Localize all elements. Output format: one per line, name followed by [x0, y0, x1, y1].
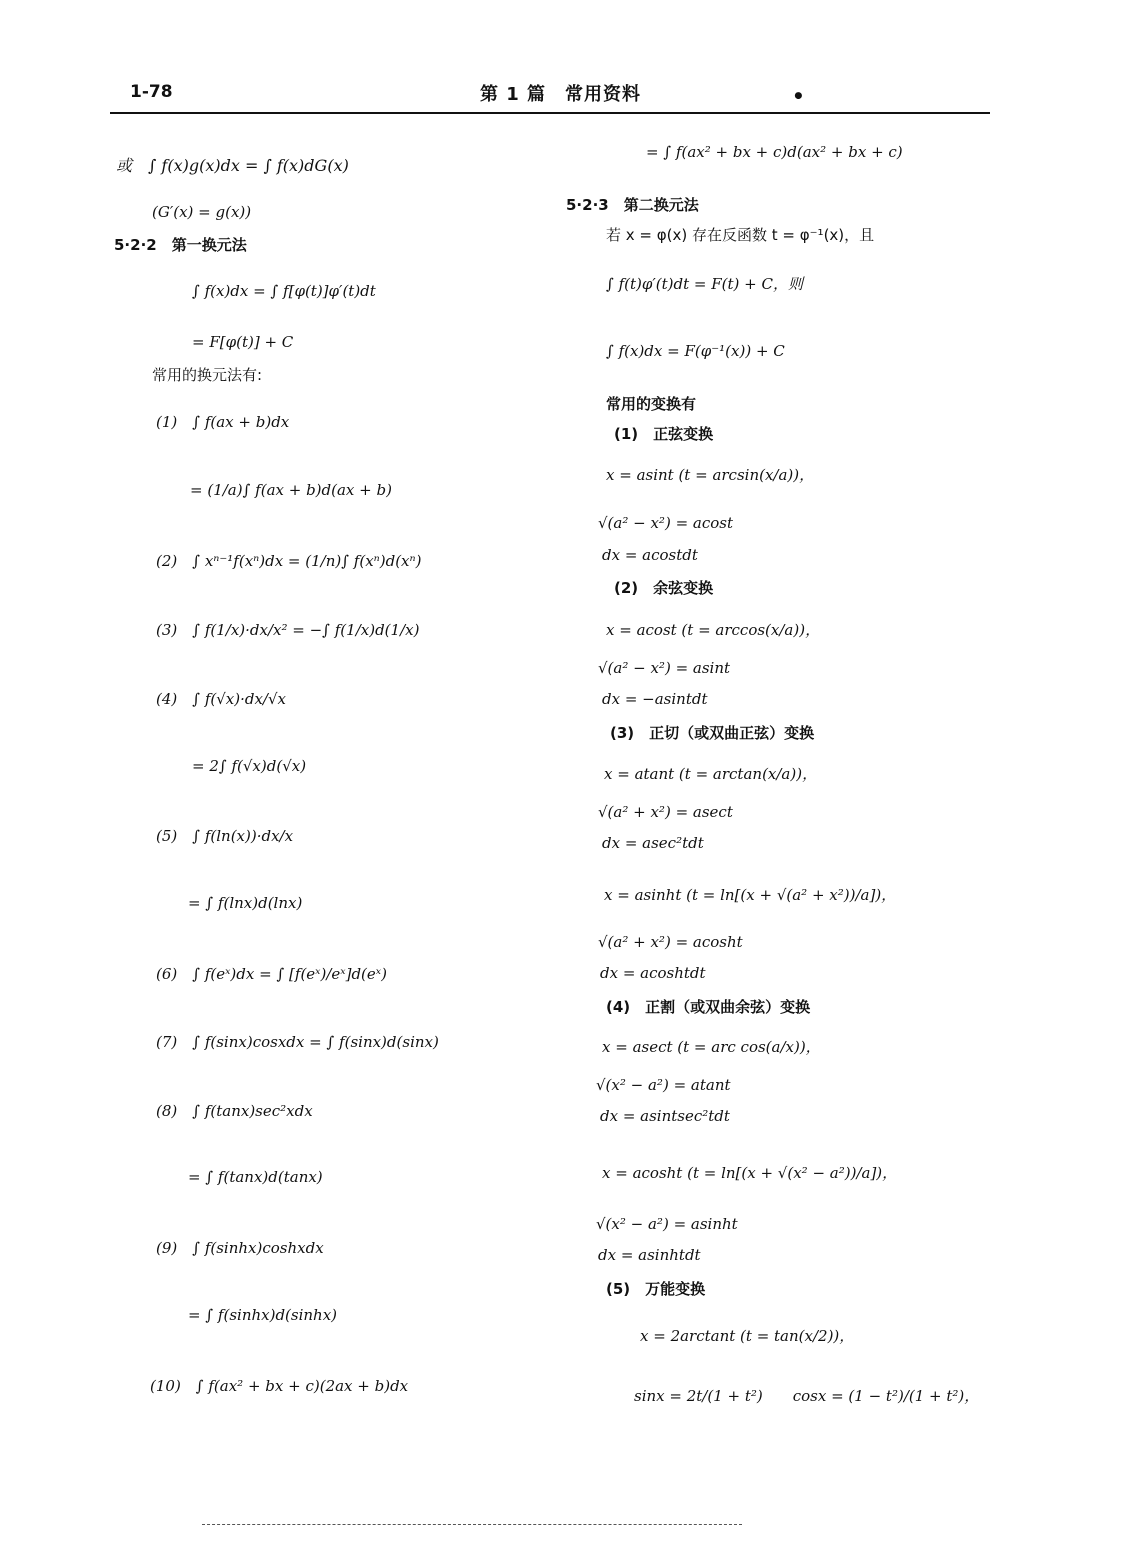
formula-item-1-result: = (1/a)∫ f(ax + b)d(ax + b)	[190, 481, 392, 499]
formula-item-9: (9) ∫ f(sinhx)coshxdx	[156, 1239, 324, 1257]
formula-sine-root: √(a² − x²) = acost	[598, 514, 733, 532]
formula-secant-root: √(x² − a²) = atant	[596, 1076, 731, 1094]
formula-item-5: (5) ∫ f(ln(x))·dx/x	[156, 827, 294, 845]
formula-integration-by-parts-dg: 或 ∫ f(x)g(x)dx = ∫ f(x)dG(x)	[116, 156, 349, 175]
formula-cosine-substitution: x = acost (t = arccos(x/a))，	[606, 621, 821, 639]
formula-cosh-dx: dx = asinhtdt	[598, 1246, 701, 1264]
formula-sinh-root: √(a² + x²) = acosht	[598, 933, 743, 951]
formula-universal-substitution: x = 2arctant (t = tan(x/2))，	[640, 1327, 855, 1345]
inverse-function-condition: 若 x = φ(x) 存在反函数 t = φ⁻¹(x)，且	[606, 226, 875, 244]
section-heading-5-2-2: 5·2·2 第一换元法	[114, 236, 247, 254]
formula-item-9-result: = ∫ f(sinhx)d(sinhx)	[188, 1306, 338, 1324]
formula-item-7: (7) ∫ f(sinx)cosxdx = ∫ f(sinx)d(sinx)	[156, 1033, 439, 1051]
formula-second-substitution-result: ∫ f(x)dx = F(φ⁻¹(x)) + C	[606, 342, 785, 360]
formula-item-6: (6) ∫ f(eˣ)dx = ∫ [f(eˣ)/eˣ]d(eˣ)	[156, 965, 387, 983]
formula-second-substitution-premise: ∫ f(t)φ′(t)dt = F(t) + C，则	[606, 275, 803, 293]
formula-item-10: (10) ∫ f(ax² + bx + c)(2ax + b)dx	[150, 1377, 409, 1395]
formula-first-substitution: ∫ f(x)dx = ∫ f[φ(t)]φ′(t)dt	[192, 282, 376, 300]
formula-item-3: (3) ∫ f(1/x)·dx/x² = −∫ f(1/x)d(1/x)	[156, 621, 420, 639]
common-transforms-intro: 常用的变换有	[606, 395, 697, 413]
formula-item-1: (1) ∫ f(ax + b)dx	[156, 413, 290, 431]
formula-first-substitution-result: = F[φ(t)] + C	[192, 333, 294, 351]
formula-item-4: (4) ∫ f(√x)·dx/√x	[156, 690, 287, 708]
formula-secant-substitution: x = asect (t = arc cos(a/x))，	[602, 1038, 821, 1056]
formula-g-prime-condition: (G′(x) = g(x))	[152, 203, 252, 221]
formula-sinh-dx: dx = acoshtdt	[600, 964, 706, 982]
formula-tangent-root: √(a² + x²) = asect	[598, 803, 733, 821]
formula-sine-dx: dx = acostdt	[602, 546, 698, 564]
formula-secant-dx: dx = asintsec²tdt	[600, 1107, 730, 1125]
formula-cosine-root: √(a² − x²) = asint	[598, 659, 731, 677]
chapter-title: 第 1 篇 常用资料	[480, 84, 642, 105]
subheading-tangent-transform: (3) 正切（或双曲正弦）变换	[610, 724, 815, 742]
formula-cosine-dx: dx = −asintdt	[602, 690, 708, 708]
formula-item-5-result: = ∫ f(lnx)d(lnx)	[188, 894, 303, 912]
common-substitutions-intro: 常用的换元法有:	[152, 366, 263, 384]
formula-item-8-result: = ∫ f(tanx)d(tanx)	[188, 1168, 323, 1186]
page-number: 1-78	[130, 82, 173, 102]
subheading-sine-transform: (1) 正弦变换	[614, 425, 714, 443]
formula-tangent-substitution: x = atant (t = arctan(x/a))，	[604, 765, 818, 783]
section-heading-5-2-3: 5·2·3 第二换元法	[566, 196, 699, 214]
formula-item-10-result: = ∫ f(ax² + bx + c)d(ax² + bx + c)	[646, 143, 903, 161]
formula-item-2: (2) ∫ xⁿ⁻¹f(xⁿ)dx = (1/n)∫ f(xⁿ)d(xⁿ)	[156, 552, 422, 570]
formula-sinh-substitution: x = asinht (t = ln[(x + √(a² + x²))/a])，	[604, 886, 897, 904]
formula-item-8: (8) ∫ f(tanx)sec²xdx	[156, 1102, 313, 1120]
subheading-universal-transform: (5) 万能变换	[606, 1280, 706, 1298]
subheading-secant-transform: (4) 正割（或双曲余弦）变换	[606, 998, 811, 1016]
formula-cosh-substitution: x = acosht (t = ln[(x + √(x² − a²))/a])，	[602, 1164, 898, 1182]
formula-cosh-root: √(x² − a²) = asinht	[596, 1215, 738, 1233]
formula-sine-substitution: x = asint (t = arcsin(x/a))，	[606, 466, 815, 484]
header-dot: •	[792, 84, 805, 108]
formula-universal-sin-cos: sinx = 2t/(1 + t²) cosx = (1 − t²)/(1 + t²)，	[634, 1387, 980, 1405]
page-header	[110, 78, 990, 114]
footer-dashed-rule	[202, 1524, 742, 1525]
formula-item-4-result: = 2∫ f(√x)d(√x)	[192, 757, 307, 775]
subheading-cosine-transform: (2) 余弦变换	[614, 579, 714, 597]
formula-tangent-dx: dx = asec²tdt	[602, 834, 704, 852]
